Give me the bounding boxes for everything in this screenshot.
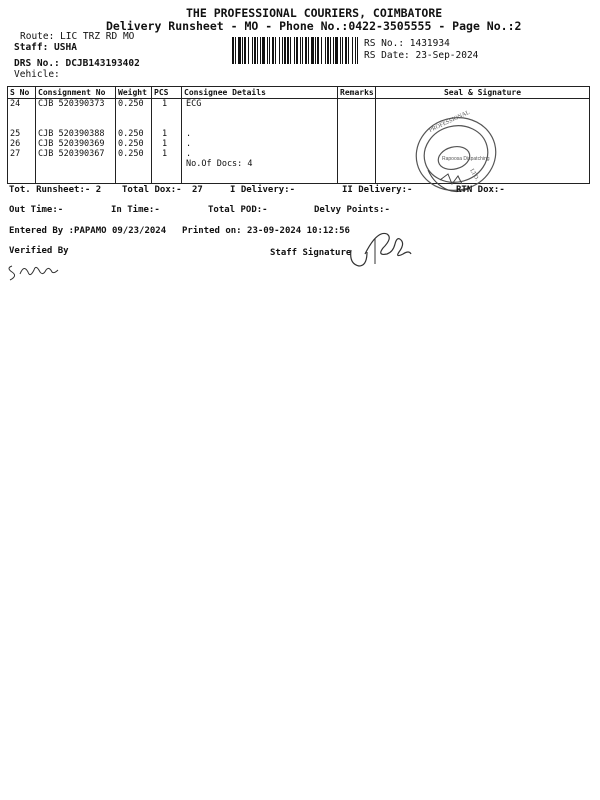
out-time: Out Time:- — [9, 205, 64, 215]
total-pod: Total POD:- — [208, 205, 268, 215]
weight-cell: 0.250 — [118, 139, 144, 149]
weight-cell: 0.250 — [118, 99, 144, 109]
column-header: Seal & Signature — [376, 87, 590, 99]
barcode-bar — [287, 37, 289, 64]
runsheet-subtitle: Delivery Runsheet - MO - Phone No.:0422-3505555 - Page No.:2 — [106, 19, 522, 33]
barcode-bar — [254, 37, 256, 64]
barcode-bar — [308, 37, 309, 64]
staff-signature — [345, 226, 417, 274]
barcode-bar — [345, 37, 347, 64]
barcode-bar — [290, 37, 291, 64]
column-header: Remarks — [338, 87, 376, 99]
column-header: PCS — [152, 87, 182, 99]
printed-on: Printed on: 23-09-2024 10:12:56 — [182, 226, 350, 236]
weight-cell: 0.250 — [118, 129, 144, 139]
barcode-bar — [327, 37, 329, 64]
svg-text:PROFESSIONAL: PROFESSIONAL — [428, 110, 471, 134]
barcode-bar — [242, 37, 243, 64]
barcode-bar — [355, 37, 356, 64]
consignee-cell: . — [186, 149, 192, 159]
barcode-bar — [300, 37, 301, 64]
column-header: Consignee Details — [182, 87, 338, 99]
barcode-bar — [335, 37, 338, 64]
svg-text:LTD.: LTD. — [468, 168, 480, 182]
barcode-bar — [330, 37, 331, 64]
barcode-bar — [357, 37, 358, 64]
ii-delivery: II Delivery:- — [342, 185, 413, 195]
sno-cell: 27 — [10, 149, 21, 159]
barcode-bar — [305, 37, 307, 64]
barcode-bar — [311, 37, 314, 64]
pcs-cell: 1 — [162, 129, 168, 139]
barcode-bar — [342, 37, 343, 64]
barcode-bar — [232, 37, 234, 64]
total-dox-value: 27 — [192, 185, 203, 195]
consignee-cell: ECG — [186, 99, 202, 109]
barcode-bar — [333, 37, 334, 64]
barcode-bar — [252, 37, 253, 64]
rs-number: RS No.: 1431934 — [364, 38, 450, 49]
verified-by: Verified By — [9, 246, 69, 256]
pcs-cell: 1 — [162, 99, 168, 109]
pcs-cell: 1 — [162, 139, 168, 149]
barcode-bar — [325, 37, 326, 64]
barcode-bar — [272, 37, 274, 64]
barcode-bar — [282, 37, 283, 64]
column-header: Weight — [116, 87, 152, 99]
total-runsheet: Tot. Runsheet:- 2 — [9, 185, 102, 195]
rs-date: RS Date: 23-Sep-2024 — [364, 50, 479, 61]
barcode-bar — [296, 37, 298, 64]
sno-cell: 26 — [10, 139, 21, 149]
barcode-bar — [275, 37, 276, 64]
sno-cell: 25 — [10, 129, 21, 139]
barcode-bar — [284, 37, 286, 64]
barcode-bar — [279, 37, 280, 64]
i-delivery: I Delivery:- — [230, 185, 296, 195]
barcode-bar — [269, 37, 270, 64]
barcode-bar — [302, 37, 303, 64]
barcode-bar — [315, 37, 316, 64]
consignment-cell: CJB 520390367 — [38, 149, 105, 159]
consignment-cell: CJB 520390388 — [38, 129, 105, 139]
barcode-bar — [235, 37, 236, 64]
barcode-bar — [257, 37, 258, 64]
barcode-bar — [260, 37, 261, 64]
consignee-cell: . — [186, 129, 192, 139]
column-header: S No — [8, 87, 36, 99]
stamp-text: Rapoosa Dispatching — [442, 156, 490, 162]
barcode-bar — [267, 37, 268, 64]
docs-count: No.Of Docs: 4 — [186, 159, 253, 169]
entered-by: Entered By :PAPAMO 09/23/2024 — [9, 226, 167, 236]
barcode-bar — [352, 37, 353, 64]
barcode-bar — [262, 37, 265, 64]
barcode-bar — [294, 37, 295, 64]
barcode-bar — [244, 37, 246, 64]
consignee-cell: . — [186, 139, 192, 149]
column-header: Consignment No — [36, 87, 116, 99]
total-dox-label: Total Dox:- — [122, 185, 182, 195]
remarks-cell — [338, 99, 376, 184]
staff-signature-label: Staff Signature — [270, 248, 352, 258]
barcode-bar — [340, 37, 341, 64]
barcode-image — [232, 37, 358, 64]
barcode-bar — [348, 37, 349, 64]
vehicle-label: Vehicle: — [14, 69, 60, 80]
barcode-bar — [321, 37, 322, 64]
verifier-signature — [6, 260, 62, 282]
in-time: In Time:- — [111, 205, 160, 215]
drs-number: DRS No.: DCJB143193402 — [14, 58, 140, 69]
route-label: Route: LIC TRZ RD MO — [20, 31, 135, 42]
weight-cell: 0.250 — [118, 149, 144, 159]
pcs-cell: 1 — [162, 149, 168, 159]
consignment-cell: CJB 520390369 — [38, 139, 105, 149]
rtn-dox: RTN Dox:- — [456, 185, 505, 195]
delvy-points: Delvy Points:- — [314, 205, 390, 215]
barcode-bar — [248, 37, 249, 64]
barcode-bar — [317, 37, 319, 64]
consignment-cell: CJB 520390373 — [38, 99, 105, 109]
company-title: THE PROFESSIONAL COURIERS, COIMBATORE — [186, 6, 443, 20]
staff-label: Staff: USHA — [14, 42, 77, 53]
sno-cell: 24 — [10, 99, 21, 109]
barcode-bar — [238, 37, 241, 64]
table-header-row — [8, 87, 590, 99]
